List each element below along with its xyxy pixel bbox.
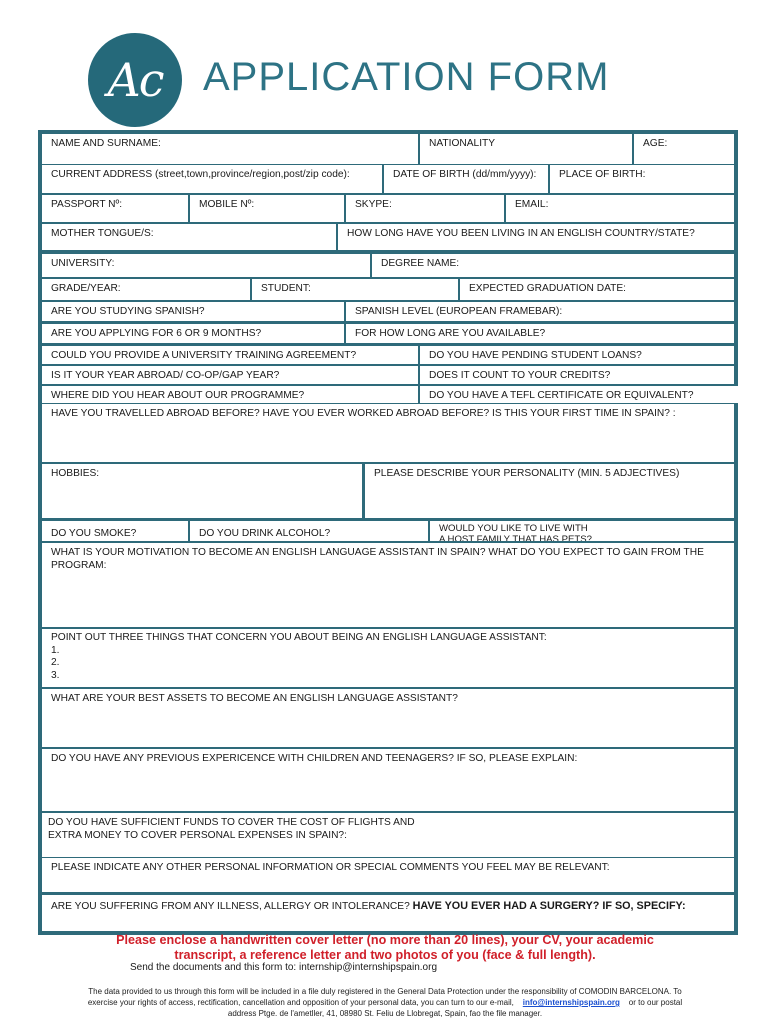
host-family-line-2: A HOST FAMILY THAT HAS PETS? [439, 534, 593, 541]
application-form [38, 130, 738, 935]
name-field[interactable]: NAME AND SURNAME: [42, 134, 418, 164]
concerns-field[interactable] [42, 629, 734, 687]
privacy-line-3: address Ptge. de l'ametller, 41, 08980 St. Feliu de Llobregat, Spain, fao the file manager. [227, 1009, 543, 1018]
dob-field[interactable]: DATE OF BIRTH (dd/mm/yyyy): [384, 165, 548, 193]
studying-spanish-field[interactable]: ARE YOU STUDYING SPANISH? [42, 302, 344, 321]
student-loans-field[interactable]: DO YOU HAVE PENDING STUDENT LOANS? [420, 346, 734, 364]
hobbies-field[interactable]: HOBBIES: [42, 464, 362, 518]
enclose-notice-line-2: transcript, a reference letter and two photos of you (face & full length). [174, 948, 596, 962]
age-field[interactable]: AGE: [634, 134, 734, 164]
credits-field[interactable]: DOES IT COUNT TO YOUR CREDITS? [420, 366, 734, 384]
concerns-label: POINT OUT THREE THINGS THAT CONCERN YOU ABOUT BEING AN ENGLISH LANGUAGE ASSISTANT: [51, 632, 547, 643]
concern-item: 2. [51, 657, 60, 668]
months-field[interactable]: ARE YOU APPLYING FOR 6 OR 9 MONTHS? [42, 324, 344, 343]
tefl-field[interactable]: DO YOU HAVE A TEFL CERTIFICATE OR EQUIVALENT? [420, 386, 738, 403]
send-email[interactable]: internship@internshipspain.org [299, 962, 438, 973]
spanish-level-field[interactable]: SPANISH LEVEL (EUROPEAN FRAMEBAR): [346, 302, 734, 321]
send-label: Send the documents and this form to: [130, 962, 297, 973]
address-field[interactable]: CURRENT ADDRESS (street,town,province/region,post/zip code): [42, 165, 382, 193]
enclose-notice-line-1: Please enclose a handwritten cover letter (no more than 20 lines), your CV, your academic [116, 933, 654, 947]
other-info-field[interactable]: PLEASE INDICATE ANY OTHER PERSONAL INFORMATION OR SPECIAL COMMENTS YOU FEEL MAY BE RELEVANT: [42, 858, 734, 892]
logo-text: Ac [107, 53, 163, 107]
mobile-field[interactable]: MOBILE Nº: [190, 195, 344, 222]
passport-field[interactable]: PASSPORT Nº: [42, 195, 188, 222]
page-title: APPLICATION FORM [203, 55, 610, 99]
host-family-line-1: WOULD YOU LIKE TO LIVE WITH [439, 523, 588, 534]
grade-field[interactable]: GRADE/YEAR: [42, 279, 250, 300]
smoke-field[interactable]: DO YOU SMOKE? [42, 521, 188, 541]
alcohol-field[interactable]: DO YOU DRINK ALCOHOL? [190, 521, 428, 541]
experience-field[interactable]: DO YOU HAVE ANY PREVIOUS EXPERICENCE WITH CHILDREN AND TEENAGERS? IF SO, PLEASE EXPLAIN: [42, 749, 734, 811]
privacy-email-link[interactable]: info@internshipspain.org [522, 998, 620, 1007]
training-agreement-field[interactable]: COULD YOU PROVIDE A UNIVERSITY TRAINING AGREEMENT? [42, 346, 418, 364]
concern-item: 1. [51, 644, 60, 656]
english-country-field[interactable]: HOW LONG HAVE YOU BEEN LIVING IN AN ENGLISH COUNTRY/STATE? [338, 224, 734, 250]
travelled-field[interactable]: HAVE YOU TRAVELLED ABROAD BEFORE? HAVE YOU EVER WORKED ABROAD BEFORE? IS THIS YOUR FIRST TIME IN SPAIN? : [42, 404, 734, 462]
concern-item: 3. [51, 669, 60, 681]
logo [88, 33, 182, 127]
illness-label: ARE YOU SUFFERING FROM ANY ILLNESS, ALLERGY OR INTOLERANCE? [51, 901, 410, 912]
personality-field[interactable]: PLEASE DESCRIBE YOUR PERSONALITY (MIN. 5 ADJECTIVES) [365, 464, 734, 518]
privacy-text-2a: exercise your rights of access, rectification, cancellation and opposition of your personal data, you can turn to our e-mail, [87, 998, 514, 1007]
pob-field[interactable]: PLACE OF BIRTH: [550, 165, 734, 193]
university-field[interactable]: UNIVERSITY: [42, 254, 370, 277]
student-field[interactable]: STUDENT: [252, 279, 458, 300]
skype-field[interactable]: SKYPE: [346, 195, 504, 222]
assets-field[interactable]: WHAT ARE YOUR BEST ASSETS TO BECOME AN ENGLISH LANGUAGE ASSISTANT? [42, 689, 734, 747]
available-field[interactable]: FOR HOW LONG ARE YOU AVAILABLE? [346, 324, 734, 343]
surgery-label: HAVE YOU EVER HAD A SURGERY? IF SO, SPECIFY: [412, 900, 686, 912]
email-field[interactable]: EMAIL: [506, 195, 734, 222]
funds-field[interactable] [42, 813, 734, 857]
funds-line-2: EXTRA MONEY TO COVER PERSONAL EXPENSES IN SPAIN?: [48, 830, 347, 841]
nationality-field[interactable]: NATIONALITY [420, 134, 632, 164]
degree-field[interactable]: DEGREE NAME: [372, 254, 734, 277]
privacy-text-2b: or to our postal [628, 998, 683, 1007]
funds-line-1: DO YOU HAVE SUFFICIENT FUNDS TO COVER THE COST OF FLIGHTS AND [48, 817, 415, 828]
host-family-field[interactable] [430, 521, 734, 541]
year-abroad-field[interactable]: IS IT YOUR YEAR ABROAD/ CO-OP/GAP YEAR? [42, 366, 418, 384]
illness-field[interactable] [42, 895, 734, 931]
graduation-field[interactable]: EXPECTED GRADUATION DATE: [460, 279, 734, 300]
motivation-field[interactable]: WHAT IS YOUR MOTIVATION TO BECOME AN ENGLISH LANGUAGE ASSISTANT IN SPAIN? WHAT DO YOU EXPECT TO GAIN FROM THE PROGRAM: [42, 543, 734, 627]
hear-about-field[interactable]: WHERE DID YOU HEAR ABOUT OUR PROGRAMME? [42, 386, 418, 403]
privacy-line-1: The data provided to us through this form will be included in a file duly registered in the General Data Protection under the responsibility of COMODIN BARCELONA. To [88, 987, 682, 996]
send-instructions [130, 962, 437, 973]
mother-tongue-field[interactable]: MOTHER TONGUE/S: [42, 224, 336, 250]
